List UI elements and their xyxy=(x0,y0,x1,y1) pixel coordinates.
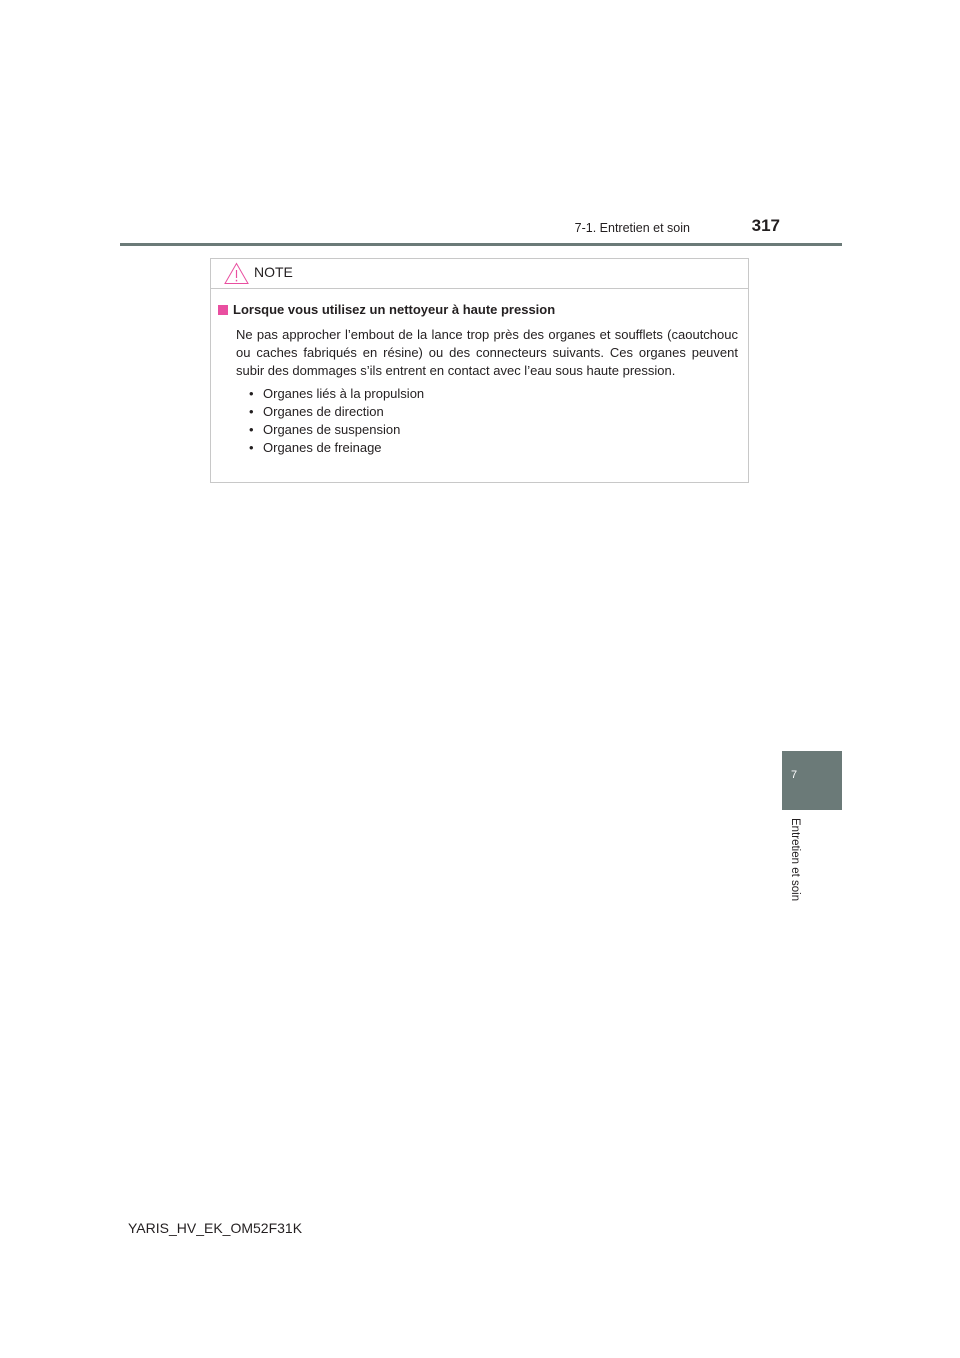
note-body xyxy=(211,289,748,457)
page-number: 317 xyxy=(751,216,780,235)
header-divider xyxy=(120,243,842,246)
chapter-number: 7 xyxy=(790,769,798,781)
warning-triangle-icon xyxy=(224,262,249,285)
note-header xyxy=(211,259,748,289)
header-section-title: 7-1. Entretien et soin xyxy=(574,221,690,235)
note-subheading-text: Lorsque vous utilisez un nettoyeur à haute pression xyxy=(233,302,556,317)
note-title: NOTE xyxy=(254,264,293,280)
note-list xyxy=(249,385,738,457)
square-bullet-icon xyxy=(218,305,228,315)
list-item: • Organes de suspension xyxy=(249,422,401,437)
list-item: • Organes liés à la propulsion xyxy=(249,386,425,401)
note-paragraph: Ne pas approcher l’embout de la lance trop près des organes et soufflets (caoutchouc ou caches fabriqués en résine) ou des connecteurs suivants. Ces organes peuvent subir des dommages s’ils entrent en contact avec l’eau sous haute pression. xyxy=(236,327,738,378)
chapter-label: Entretien et soin xyxy=(789,818,801,902)
note-subheading xyxy=(218,301,738,319)
document-code: YARIS_HV_EK_OM52F31K xyxy=(128,1220,303,1236)
note-box xyxy=(210,258,749,483)
list-item: • Organes de freinage xyxy=(249,440,382,455)
list-item: • Organes de direction xyxy=(249,404,384,419)
